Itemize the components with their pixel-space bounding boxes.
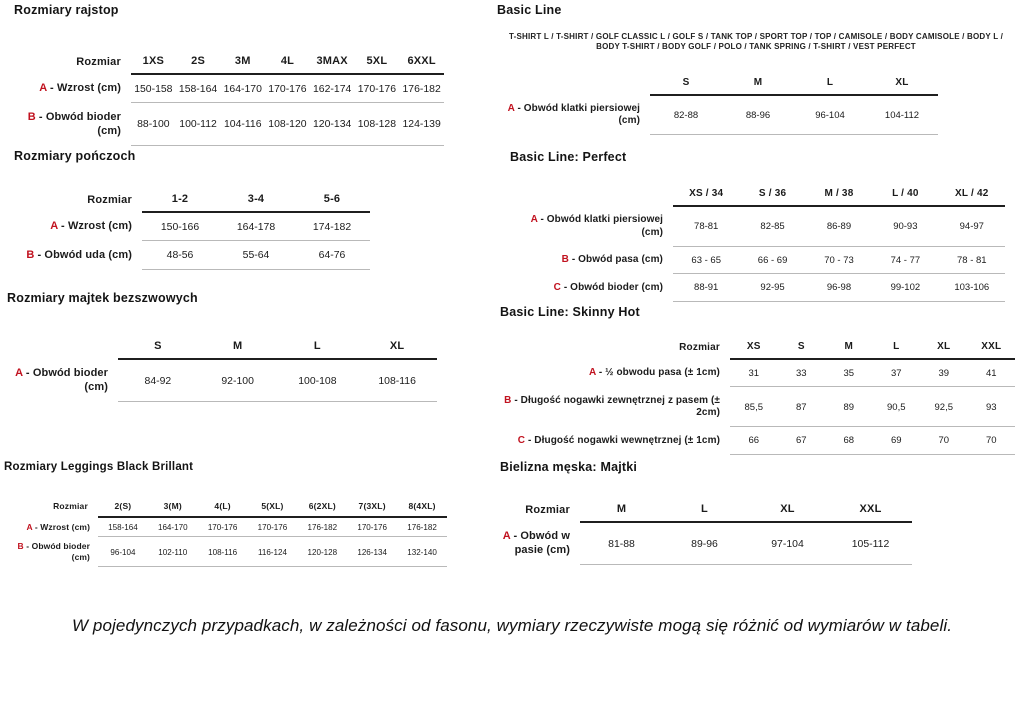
measurement-label: A - Obwód bioder (cm): [15, 367, 108, 393]
size-value: 82-85: [739, 206, 805, 246]
measure-letter: C: [517, 434, 526, 446]
size-table-skinny-hot: [500, 341, 1015, 455]
size-column-header: XL: [746, 503, 829, 522]
size-value: 96-104: [794, 95, 866, 135]
measurement-row: [500, 359, 1015, 387]
size-value: 39: [920, 359, 968, 387]
header-row: [510, 188, 1005, 206]
size-value: 108-128: [355, 103, 400, 146]
size-column-header: 3-4: [218, 193, 294, 212]
size-value: 100-108: [278, 359, 358, 402]
section-rozmiary-rajstop: [14, 3, 444, 146]
header-row: [500, 503, 912, 522]
product-list-subtitle: T-SHIRT L / T-SHIRT / GOLF CLASSIC L / GOLF S / TANK TOP / SPORT TOP / TOP / CAMISOLE / BODY CAMISOLE / BODY L / BODY T-SHIRT / BODY GOLF / POLO / TANK SPRING / T-SHIRT / VEST PERFECT: [508, 32, 1003, 52]
measurement-row: [500, 427, 1015, 455]
size-value: 89-96: [663, 522, 746, 565]
size-value: 68: [825, 427, 873, 455]
size-table: [7, 340, 437, 402]
size-value: 99-102: [872, 274, 938, 302]
corner-label: Rozmiar: [76, 55, 121, 68]
measurement-row: [14, 241, 370, 270]
section-rozmiary-ponczoch: [14, 149, 370, 270]
size-value: 70: [920, 427, 968, 455]
measurement-label: A - Obwód klatki piersiowej (cm): [530, 214, 663, 238]
measurement-row: [14, 103, 444, 146]
size-column-header: XL: [866, 77, 938, 95]
measurement-row: [510, 246, 1005, 274]
size-table-majtki-bezszwowe: [7, 340, 437, 402]
size-value: 94-97: [939, 206, 1005, 246]
header-row: [497, 77, 938, 95]
size-value: 150-158: [131, 74, 176, 103]
size-value: 87: [778, 387, 826, 427]
size-value: 90-93: [872, 206, 938, 246]
size-value: 37: [873, 359, 921, 387]
size-value: 164-178: [218, 212, 294, 241]
measure-letter: A: [39, 82, 47, 94]
size-value: 170-176: [198, 517, 248, 537]
measure-letter: A: [530, 214, 538, 225]
size-column-header: 1XS: [131, 55, 176, 74]
size-table: [500, 341, 1015, 455]
size-value: 90,5: [873, 387, 921, 427]
measurement-row: [7, 359, 437, 402]
size-value: 88-100: [131, 103, 176, 146]
measurement-label: A - Obwód klatki piersiowej (cm): [507, 102, 640, 127]
measurement-label: B - Długość nogawki zewnętrznej z pasem (± 2cm): [504, 394, 720, 418]
size-value: 67: [778, 427, 826, 455]
measure-letter: B: [26, 248, 35, 261]
size-column-header: 6(2XL): [297, 501, 347, 517]
size-value: 88-91: [673, 274, 739, 302]
section-rozmiary-majtek-bezszwowych: [7, 291, 437, 402]
section-bielizna-meska-majtki: [500, 460, 912, 565]
size-column-header: 3(M): [148, 501, 198, 517]
size-column-header: 5(XL): [248, 501, 298, 517]
measure-letter: A: [507, 102, 515, 114]
size-value: 96-98: [806, 274, 872, 302]
size-value: 31: [730, 359, 778, 387]
measurement-label: A - Wzrost (cm): [26, 521, 90, 532]
header-row: [500, 341, 1015, 359]
size-value: 84-92: [118, 359, 198, 402]
size-value: 170-176: [265, 74, 310, 103]
size-value: 78 - 81: [939, 246, 1005, 274]
size-value: 64-76: [294, 241, 370, 270]
size-value: 124-139: [399, 103, 444, 146]
size-value: 120-128: [297, 536, 347, 566]
size-value: 103-106: [939, 274, 1005, 302]
size-column-header: XS: [730, 341, 778, 359]
size-value: 89: [825, 387, 873, 427]
measurement-row: [497, 95, 938, 135]
section-title: Basic Line: Skinny Hot: [500, 305, 640, 319]
size-value: 158-164: [176, 74, 221, 103]
size-value: 85,5: [730, 387, 778, 427]
corner-label: [510, 188, 673, 206]
size-column-header: 5-6: [294, 193, 370, 212]
size-column-header: 2S: [176, 55, 221, 74]
size-value: 120-134: [310, 103, 355, 146]
size-value: 70 - 73: [806, 246, 872, 274]
size-value: 63 - 65: [673, 246, 739, 274]
size-value: 162-174: [310, 74, 355, 103]
size-value: 92-95: [739, 274, 805, 302]
size-value: 104-116: [220, 103, 265, 146]
size-column-header: M: [825, 341, 873, 359]
size-table-leggings: [4, 501, 447, 567]
measure-letter: A: [589, 367, 596, 378]
section-title: Basic Line: Perfect: [510, 150, 627, 164]
size-column-header: XS / 34: [673, 188, 739, 206]
measurement-row: [4, 517, 447, 537]
size-column-header: S: [650, 77, 722, 95]
size-value: 93: [968, 387, 1016, 427]
size-value: 33: [778, 359, 826, 387]
size-table: [14, 55, 444, 146]
size-value: 100-112: [176, 103, 221, 146]
size-value: 164-170: [220, 74, 265, 103]
size-value: 108-120: [265, 103, 310, 146]
size-column-header: L / 40: [872, 188, 938, 206]
size-value: 69: [873, 427, 921, 455]
section-title: Basic Line: [497, 3, 562, 17]
size-value: 170-176: [248, 517, 298, 537]
size-column-header: 7(3XL): [347, 501, 397, 517]
size-column-header: M: [198, 340, 278, 359]
size-value: 126-134: [347, 536, 397, 566]
size-table: [14, 193, 370, 270]
header-row: [14, 193, 370, 212]
measure-letter: A: [502, 530, 511, 542]
measurement-row: [500, 387, 1015, 427]
size-column-header: 4(L): [198, 501, 248, 517]
measurement-row: [510, 206, 1005, 246]
size-column-header: XL / 42: [939, 188, 1005, 206]
size-value: 66 - 69: [739, 246, 805, 274]
size-column-header: 4L: [265, 55, 310, 74]
size-column-header: S / 36: [739, 188, 805, 206]
size-column-header: 2(S): [98, 501, 148, 517]
measurement-label: B - Obwód pasa (cm): [561, 254, 663, 265]
size-column-header: 8(4XL): [397, 501, 447, 517]
section-rozmiary-leggings: [4, 461, 447, 567]
size-column-header: 1-2: [142, 193, 218, 212]
size-value: 96-104: [98, 536, 148, 566]
size-table-majtki-meskie: [500, 503, 912, 565]
corner-label: Rozmiar: [679, 341, 720, 353]
size-value: 170-176: [347, 517, 397, 537]
size-column-header: S: [778, 341, 826, 359]
size-column-header: L: [663, 503, 746, 522]
size-value: 150-166: [142, 212, 218, 241]
size-value: 74 - 77: [872, 246, 938, 274]
size-column-header: L: [278, 340, 358, 359]
size-table-rajstop: [14, 55, 444, 146]
measurement-row: [4, 536, 447, 566]
size-column-header: XXL: [829, 503, 912, 522]
section-basic-line-skinny-hot: [500, 305, 1015, 455]
measurement-row: [510, 274, 1005, 302]
section-title: Rozmiary majtek bezszwowych: [7, 291, 198, 305]
size-column-header: XXL: [968, 341, 1016, 359]
size-value: 70: [968, 427, 1016, 455]
size-column-header: XL: [920, 341, 968, 359]
measurement-label: A - Wzrost (cm): [39, 82, 121, 94]
size-column-header: 3M: [220, 55, 265, 74]
size-value: 88-96: [722, 95, 794, 135]
corner-label: [497, 77, 650, 95]
corner-label: Rozmiar: [53, 500, 88, 511]
size-value: 105-112: [829, 522, 912, 565]
corner-label: Rozmiar: [87, 193, 132, 206]
measurement-label: C - Długość nogawki wewnętrznej (± 1cm): [517, 434, 720, 446]
size-value: 48-56: [142, 241, 218, 270]
measure-letter: A: [50, 220, 58, 232]
corner-label: [7, 340, 118, 359]
measurement-row: [14, 212, 370, 241]
size-table: [4, 501, 447, 567]
header-row: [4, 501, 447, 517]
size-table-basic-line: [497, 77, 938, 136]
disclaimer-note: W pojedynczych przypadkach, w zależności od fasonu, wymiary rzeczywiste mogą się różnić od wymiarów w tabeli.: [71, 616, 953, 635]
measurement-label: B - Obwód uda (cm): [26, 248, 132, 261]
size-value: 97-104: [746, 522, 829, 565]
size-column-header: XL: [357, 340, 437, 359]
size-value: 170-176: [355, 74, 400, 103]
size-value: 174-182: [294, 212, 370, 241]
size-value: 92-100: [198, 359, 278, 402]
measurement-row: [14, 74, 444, 103]
measure-letter: B: [561, 254, 569, 265]
size-value: 55-64: [218, 241, 294, 270]
size-value: 66: [730, 427, 778, 455]
section-title: Rozmiary pończoch: [14, 149, 136, 163]
section-basic-line-perfect: [510, 150, 1005, 302]
size-table: [500, 503, 912, 565]
size-value: 92,5: [920, 387, 968, 427]
size-value: 35: [825, 359, 873, 387]
measurement-row: [500, 522, 912, 565]
measure-letter: A: [15, 367, 23, 379]
size-value: 41: [968, 359, 1016, 387]
size-value: 176-182: [397, 517, 447, 537]
size-value: 132-140: [397, 536, 447, 566]
size-value: 164-170: [148, 517, 198, 537]
corner-label: Rozmiar: [525, 503, 570, 516]
size-column-header: 3MAX: [310, 55, 355, 74]
size-value: 81-88: [580, 522, 663, 565]
size-column-header: 6XXL: [399, 55, 444, 74]
size-column-header: M / 38: [806, 188, 872, 206]
measurement-label: C - Obwód bioder (cm): [553, 281, 663, 293]
size-table: [497, 77, 938, 136]
size-table-perfect: [510, 188, 1005, 302]
size-value: 176-182: [297, 517, 347, 537]
section-basic-line: [497, 3, 1015, 135]
header-row: [7, 340, 437, 359]
size-value: 158-164: [98, 517, 148, 537]
measurement-label: B - Obwód bioder (cm): [17, 541, 90, 563]
size-value: 86-89: [806, 206, 872, 246]
measure-letter: B: [17, 541, 24, 552]
size-value: 102-110: [148, 536, 198, 566]
size-table-ponczochy: [14, 193, 370, 270]
size-value: 78-81: [673, 206, 739, 246]
size-value: 176-182: [399, 74, 444, 103]
size-column-header: L: [794, 77, 866, 95]
size-column-header: L: [873, 341, 921, 359]
size-value: 108-116: [198, 536, 248, 566]
measurement-label: B - Obwód bioder (cm): [27, 110, 121, 137]
measurement-label: A - ½ obwodu pasa (± 1cm): [589, 367, 720, 378]
size-value: 116-124: [248, 536, 298, 566]
measure-letter: C: [553, 281, 561, 293]
measure-letter: A: [26, 521, 33, 532]
measure-letter: B: [504, 394, 512, 406]
size-column-header: M: [722, 77, 794, 95]
size-value: 82-88: [650, 95, 722, 135]
size-column-header: S: [118, 340, 198, 359]
section-title: Rozmiary Leggings Black Brillant: [4, 461, 194, 473]
measurement-label: A - Obwód w pasie (cm): [502, 530, 570, 556]
measure-letter: B: [27, 110, 36, 123]
section-title: Bielizna męska: Majtki: [500, 460, 638, 474]
size-value: 104-112: [866, 95, 938, 135]
size-column-header: M: [580, 503, 663, 522]
header-row: [14, 55, 444, 74]
size-column-header: 5XL: [355, 55, 400, 74]
section-title: Rozmiary rajstop: [14, 3, 119, 17]
measurement-label: A - Wzrost (cm): [50, 220, 132, 232]
size-table: [510, 188, 1005, 302]
size-value: 108-116: [357, 359, 437, 402]
